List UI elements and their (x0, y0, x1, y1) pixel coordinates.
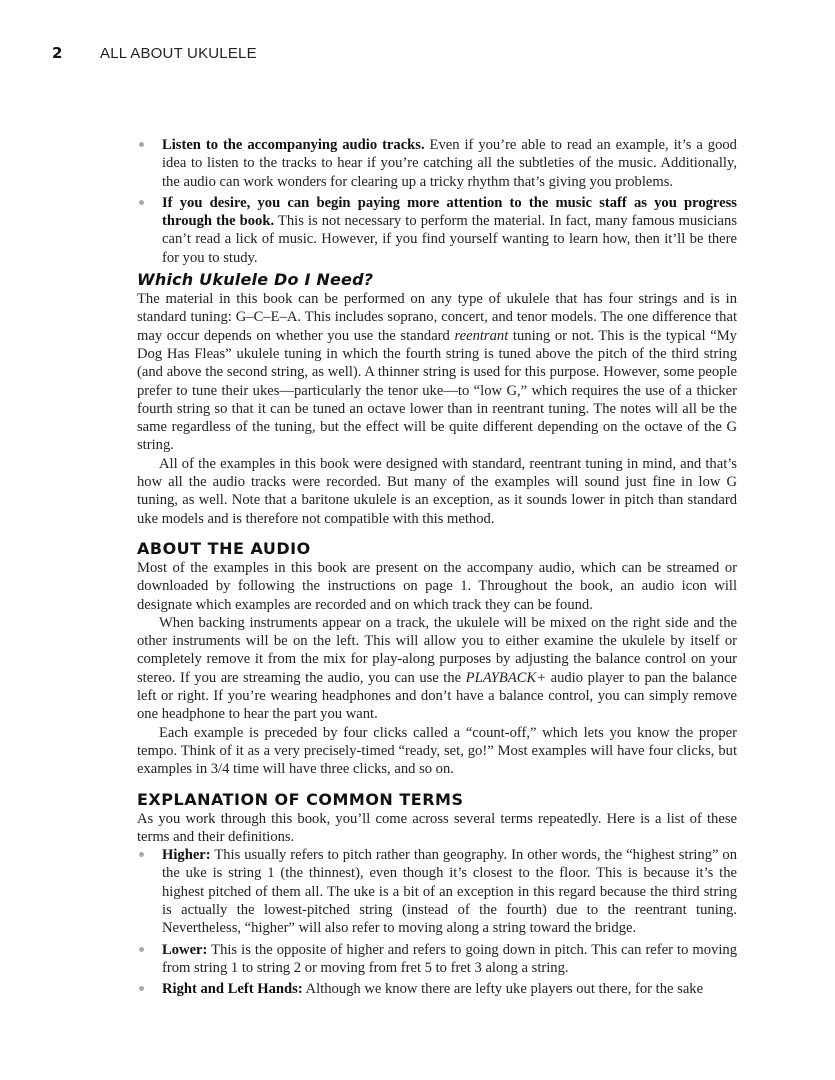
list-item-lead: Listen to the accompanying audio tracks. (162, 137, 425, 153)
intro-bullet-list (137, 136, 737, 267)
paragraph: Each example is preceded by four clicks called a “count-off,” which lets you know the proper tempo. Think of it as a very precisely-timed “ready, set, go!” Most examples will have four clicks, but examples in 3/4 time will have three clicks, and so on. (137, 724, 737, 778)
list-item-text: This usually refers to pitch rather than geography. In other words, the “highest string” on the uke is string 1 (the thinnest), even though it’s closest to the floor. This is because it’s the highest pitched of them all. The uke is a bit of an exception in this regard because the third string is actually the lowest-pitched string (instead of the fourth) due to the reentrant tuning. Nevertheless, “higher” will also refer to moving along a string toward the bridge. (162, 847, 737, 937)
bullet-icon (139, 852, 144, 857)
paragraph (137, 290, 737, 455)
bullet-icon (139, 986, 144, 991)
emphasis-text: reentrant (454, 327, 509, 344)
paragraph (137, 614, 737, 724)
list-item-text: Even if you’re able to read an example, it’s a good idea to listen to the tracks to hear if you’re catching all the subtleties of the music. Additionally, the audio can work wonders for clearing up a tricky rhythm that’s giving you problems. (162, 137, 737, 190)
page-body (137, 136, 737, 1001)
list-item (137, 194, 737, 267)
bullet-icon (139, 200, 144, 205)
running-header (52, 44, 257, 66)
section-heading-which-ukulele: Which Ukulele Do I Need? (137, 270, 374, 290)
text-run: tuning or not. This is the typical “My Dog Has Fleas” ukulele tuning in which the fourth string is tuned above the pitch of the third string (and above the second string, as well). A thinner string is used for this purpose. However, some people prefer to tune their ukes—particularly the tenor uke—to “low G,” which requires the use of a thicker fourth string so that it can be tuned an octave lower than in reentrant tuning. The notes will all be the same regardless of the tuning, but the effect will be quite different depending on the octave of the G string. (137, 327, 737, 454)
paragraph: All of the examples in this book were designed with standard, reentrant tuning in mind, and that’s how all the audio tracks were recorded. But many of the examples will sound just fine in low G tuning, as well. Note that a baritone ukulele is an exception, as it sounds lower in pitch than standard uke models and is therefore not compatible with this method. (137, 455, 737, 527)
list-item (137, 136, 737, 191)
list-item-text: This is not necessary to perform the material. In fact, many famous musicians can’t read a lick of music. However, if you find yourself wanting to learn how, then it’ll be there for you to study. (162, 213, 737, 266)
list-item-text: This is the opposite of higher and refers to going down in pitch. This can refer to moving from string 1 to string 2 or moving from fret 5 to fret 3 along a string. (162, 941, 737, 976)
list-item (137, 941, 737, 978)
bullet-icon (139, 142, 144, 147)
bullet-icon (139, 947, 144, 952)
list-item (137, 846, 737, 937)
text-run: When backing instruments appear on a track, the ukulele will be mixed on the right side and the other instruments will be on the left. This will allow you to either examine the ukulele by itself or completely remove it from the mix for play-along purposes by adjusting the balance control on your stereo. If you are streaming the audio, you can use the (137, 614, 737, 686)
terms-bullet-list (137, 846, 737, 998)
text-run: The material in this book can be performed on any type of ukulele that has four strings and is in standard tuning: G–C–E–A. This includes soprano, concert, and tenor models. The one difference that may occur depends on whether you use the standard (137, 291, 737, 344)
paragraph: Most of the examples in this book are present on the accompany audio, which can be streamed or downloaded by following the instructions on page 1. Throughout the book, an audio icon will designate which examples are recorded and on which track they can be found. (137, 559, 737, 613)
text-run: audio player to pan the balance left or right. If you’re wearing headphones and don’t have a balance control, you can simply remove one headphone to hear the part you want. (137, 669, 737, 723)
section-heading-about-audio: ABOUT THE AUDIO (137, 538, 311, 558)
list-item-lead: Right and Left Hands: (162, 981, 303, 998)
page-number: 2 (52, 44, 63, 62)
paragraph: As you work through this book, you’ll come across several terms repeatedly. Here is a list of these terms and their definitions. (137, 810, 737, 845)
running-title: ALL ABOUT UKULELE (100, 45, 257, 62)
list-item-lead: Lower: (162, 941, 208, 958)
list-item (137, 980, 737, 998)
emphasis-text: PLAYBACK+ (465, 669, 547, 686)
list-item-lead: If you desire, you can begin paying more attention to the music staff as you progress through the book. (162, 194, 737, 230)
list-item-lead: Higher: (162, 847, 211, 864)
section-heading-common-terms: EXPLANATION OF COMMON TERMS (137, 789, 464, 809)
list-item-text: Although we know there are lefty uke players out there, for the sake (302, 981, 704, 998)
